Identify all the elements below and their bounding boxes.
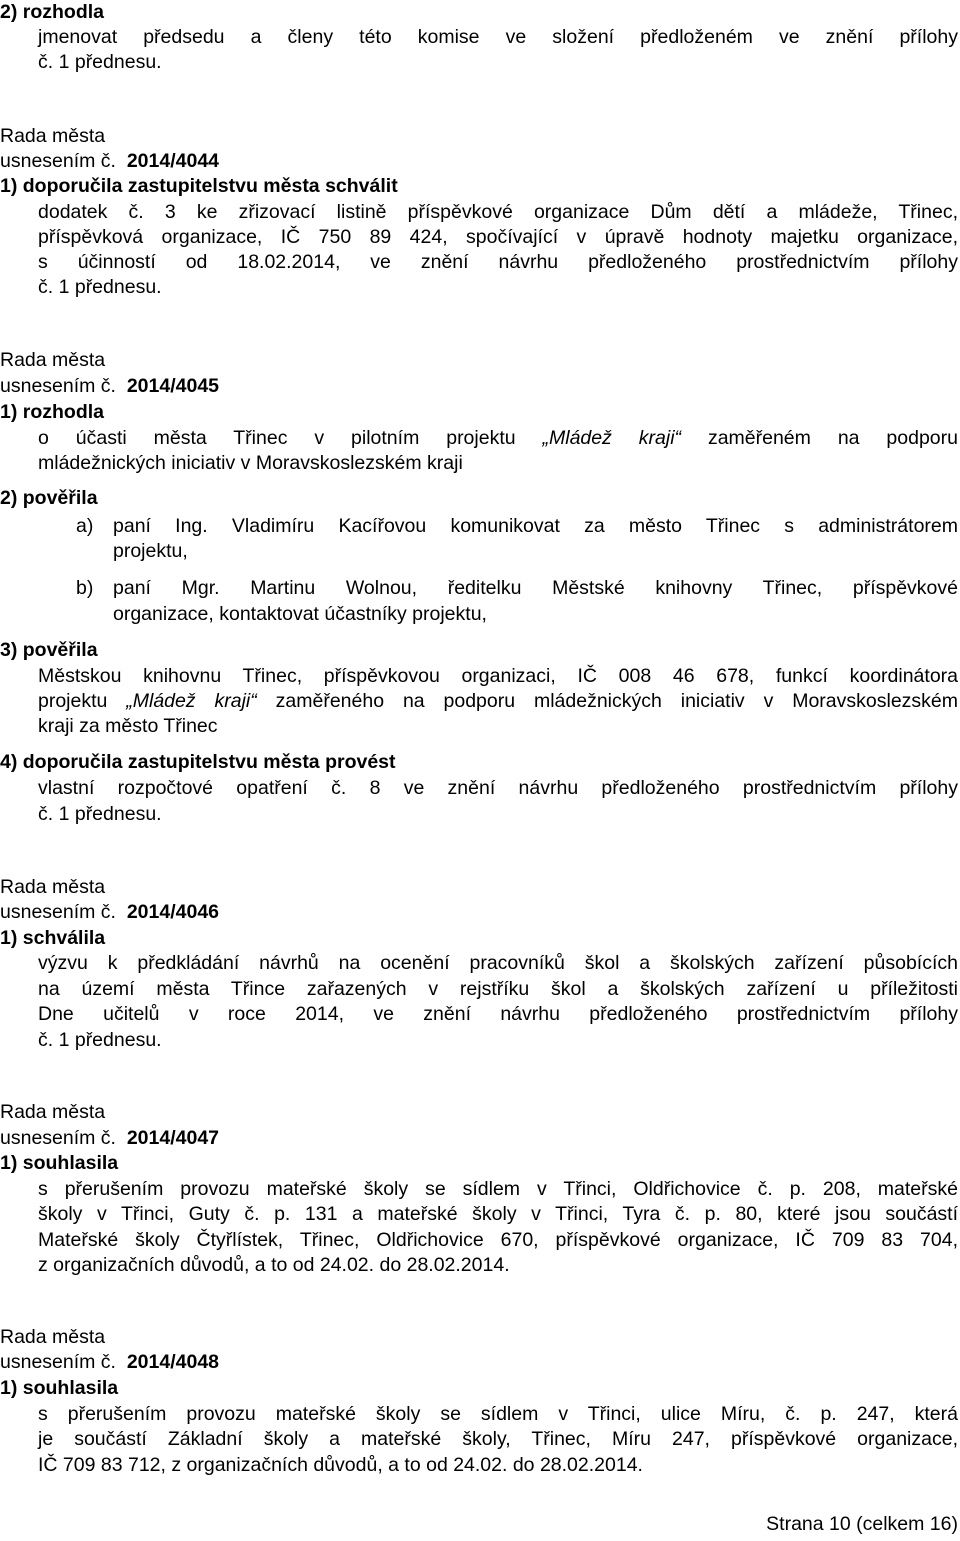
paragraph-line: č. 1 přednesu.: [38, 276, 162, 298]
paragraph-line: paní Ing. Vladimíru Kacířovou komunikovat za město Třinec s administrátorem: [113, 515, 958, 537]
resolution-number: usnesením č. 2014/4048: [0, 1351, 220, 1373]
resolution-number: usnesením č. 2014/4046: [0, 901, 220, 923]
paragraph-line: o účasti města Třinec v pilotním projektu „Mládež kraji“ zaměřeném na podporu: [38, 427, 958, 449]
paragraph-line: s přerušením provozu mateřské školy se sídlem v Třinci, ulice Míru, č. p. 247, která: [38, 1403, 958, 1425]
resolution-number: usnesením č. 2014/4047: [0, 1127, 220, 1149]
paragraph-line: je součástí Základní školy a mateřské školy, Třinec, Míru 247, příspěvkové organizace,: [38, 1428, 958, 1450]
section-heading: 1) souhlasila: [0, 1377, 119, 1399]
list-marker: b): [76, 577, 94, 599]
council-label: Rada města: [0, 876, 106, 898]
paragraph-line: č. 1 přednesu.: [38, 51, 162, 73]
page-number-footer: Strana 10 (celkem 16): [766, 1513, 958, 1535]
paragraph-line: Mateřské školy Čtyřlístek, Třinec, Oldřichovice 670, příspěvkové organizace, IČ 709 83 704,: [38, 1229, 958, 1251]
resolution-number: usnesením č. 2014/4045: [0, 375, 220, 397]
paragraph-line: s přerušením provozu mateřské školy se sídlem v Třinci, Oldřichovice č. p. 208, mateřské: [38, 1178, 958, 1200]
section-heading: 2) pověřila: [0, 487, 98, 509]
paragraph-line: s účinností od 18.02.2014, ve znění návrhu předloženého prostřednictvím přílohy: [38, 251, 958, 273]
paragraph-line: mládežnických iniciativ v Moravskoslezském kraji: [38, 452, 463, 474]
paragraph-line: vlastní rozpočtové opatření č. 8 ve znění návrhu předloženého prostřednictvím přílohy: [38, 777, 958, 799]
paragraph-line: Dne učitelů v roce 2014, ve znění návrhu předloženého prostřednictvím přílohy: [38, 1003, 958, 1025]
paragraph-line: paní Mgr. Martinu Wolnou, ředitelku Městské knihovny Třinec, příspěvkové: [113, 577, 958, 599]
paragraph-line: jmenovat předsedu a členy této komise ve složení předloženém ve znění přílohy: [38, 26, 958, 48]
paragraph-line: kraji za město Třinec: [38, 715, 218, 737]
paragraph-line: Městskou knihovnu Třinec, příspěvkovou organizaci, IČ 008 46 678, funkcí koordinátora: [38, 665, 958, 687]
paragraph-line: na území města Třince zařazených v rejstříku škol a školských zařízení u příležitosti: [38, 978, 958, 1000]
resolution-number: usnesením č. 2014/4044: [0, 150, 220, 172]
section-heading: 1) doporučila zastupitelstvu města schválit: [0, 175, 398, 197]
council-label: Rada města: [0, 125, 106, 147]
section-heading: 1) rozhodla: [0, 401, 105, 423]
paragraph-line: příspěvková organizace, IČ 750 89 424, spočívající v úpravě hodnoty majetku organizace,: [38, 226, 958, 248]
paragraph-line: č. 1 přednesu.: [38, 1029, 162, 1051]
council-label: Rada města: [0, 1101, 106, 1123]
paragraph-line: školy v Třinci, Guty č. p. 131 a mateřské školy v Třinci, Tyra č. p. 80, které jsou součástí: [38, 1203, 958, 1225]
paragraph-line: projektu „Mládež kraji“ zaměřeného na podporu mládežnických iniciativ v Moravskoslezském: [38, 690, 958, 712]
council-label: Rada města: [0, 349, 106, 371]
section-heading: 1) schválila: [0, 927, 106, 949]
paragraph-line: organizace, kontaktovat účastníky projektu,: [113, 603, 487, 625]
paragraph-line: výzvu k předkládání návrhů na ocenění pracovníků škol a školských zařízení působících: [38, 952, 958, 974]
list-marker: a): [76, 515, 94, 537]
paragraph-line: dodatek č. 3 ke zřizovací listině příspěvkové organizace Dům dětí a mládeže, Třinec,: [38, 201, 958, 223]
section-heading: 4) doporučila zastupitelstvu města provést: [0, 751, 396, 773]
paragraph-line: z organizačních důvodů, a to od 24.02. do 28.02.2014.: [38, 1254, 510, 1276]
section-heading: 3) pověřila: [0, 639, 98, 661]
section-heading: 1) souhlasila: [0, 1152, 119, 1174]
council-label: Rada města: [0, 1326, 106, 1348]
section-heading: 2) rozhodla: [0, 1, 105, 23]
paragraph-line: č. 1 přednesu.: [38, 803, 162, 825]
paragraph-line: IČ 709 83 712, z organizačních důvodů, a to od 24.02. do 28.02.2014.: [38, 1454, 643, 1476]
paragraph-line: projektu,: [113, 540, 188, 562]
